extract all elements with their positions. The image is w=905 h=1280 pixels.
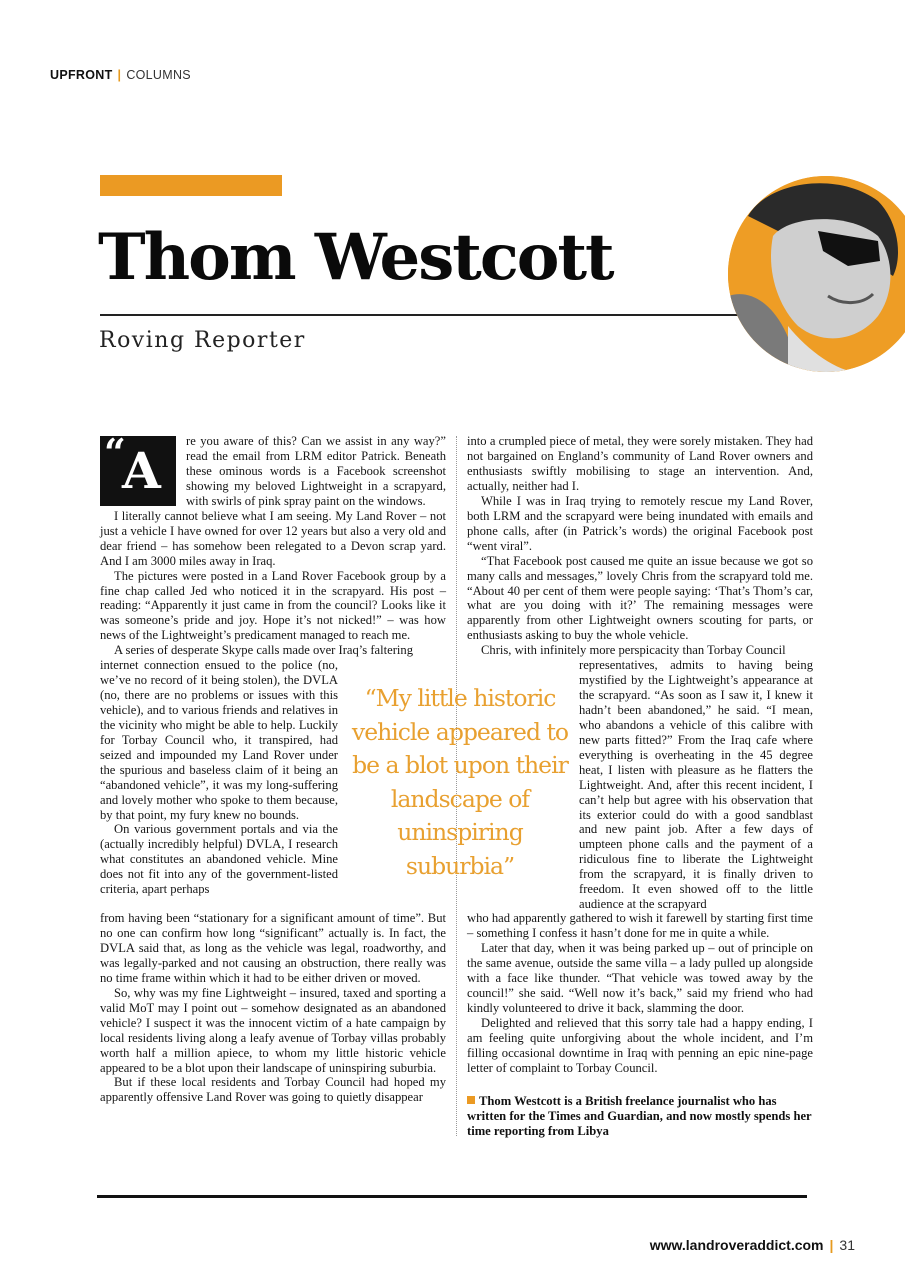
paragraph: internet connection ensued to the police (no, we’ve no record of it being stolen), the DVLA (no, there are no problems or issues with this vehicle), and to various friends and relatives in the vicinity who might be able to help. Luckily for Torbay Council who, it transpired, had seized and impounded my Land Rover under the spurious and baseless claim of it being an “abandoned vehicle”, it was my long-suffering and lovely mother who spoke to them because, by that point, my fury knew no bounds. [100,658,338,822]
article-column-right-top [467,434,813,658]
author-role: Roving Reporter [99,328,306,353]
portrait-photo-illustration [728,176,905,372]
paragraph: Chris, with infinitely more perspicacity than Torbay Council [481,643,786,658]
paragraph: Later that day, when it was being parked up – out of principle on the same avenue, outside the same villa – a lady pulled up alongside with a face like thunder. “That vehicle was towed away by the council!” she said. “Well now it’s back,” said my friend who had kindly volunteered to drive it back, slamming the door. [467,940,813,1015]
bio-text: Thom Westcott is a British freelance journalist who has written for the Times and Guardian, and now mostly spends her time reporting from Libya [467,1094,812,1138]
section-header [50,68,191,82]
paragraph: from having been “stationary for a significant amount of time”. But no one can confirm how long “significant” actually is. In fact, the DVLA said that, as long as the vehicle was legal, roadworthy, and was legally-parked and not causing an obstruction, there really was no time frame within which it had to be either driven or moved. [100,911,446,985]
header-separator: | [117,68,122,82]
pull-quote: “My little historic vehicle appeared to be a blot upon their landscape of uninspiring suburbia” [351,684,569,880]
subsection-label: COLUMNS [126,68,191,82]
paragraph: “That Facebook post caused me quite an issue because we got so many calls and messages,” lovely Chris from the scrapyard told me. “About 40 per cent of them were people saying: ‘That’s Thom’s car, what are you doing with it?’ The remaining messages were apparently from other Lightweight owners scouting for parts, or enthusiasts asking to buy the whole vehicle. [467,553,813,643]
accent-bar [100,175,282,196]
drop-cap [100,430,176,506]
article-column-right-bottom [467,911,813,1075]
author-portrait [728,176,905,372]
title-rule [100,314,800,316]
paragraph: who had apparently gathered to wish it farewell by starting first time – something I confess it hasn’t done for me in quite a while. [467,911,813,940]
paragraph: While I was in Iraq trying to remotely rescue my Land Rover, both LRM and the scrapyard were being inundated with emails and phone calls, after (in Patrick’s words) the original Facebook post “went viral”. [467,493,813,553]
page-number: 31 [839,1237,855,1253]
paragraph: So, why was my fine Lightweight – insured, taxed and sporting a valid MoT may I point out – somehow designated as an abandoned vehicle? I suspect it was the innocent victim of a hate campaign by local residents living along a leafy avenue of Torbay villas probably worth half a million apiece, to whom my little historic vehicle appeared to be a blot upon their landscape of uninspiring suburbia. [100,985,446,1075]
article-column-left-bottom [100,911,446,1105]
paragraph: But if these local residents and Torbay Council had hoped my apparently offensive Land Rover was going to quietly disappear [100,1075,446,1105]
drop-cap-letter: A [122,441,161,500]
paragraph: Delighted and relieved that this sorry tale had a happy ending, I am feeling quite unforgiving about the whole incident, and I’m filling occasional downtime in Iraq with penning an epic nine-page letter of complaint to Torbay Council. [467,1015,813,1075]
author-name: Thom Westcott [98,220,613,295]
paragraph: I literally cannot believe what I am seeing. My Land Rover – not just a vehicle I have owned for over 12 years but also a very old and dear friend – has somehow been relegated to a Devon scrap yard. And I am 3000 miles away in Iraq. [100,508,446,568]
article-column-right-mid [579,658,813,912]
website-link[interactable]: www.landroveraddict.com [649,1237,824,1253]
article-column-left-mid [100,658,338,897]
footer-rule [97,1195,807,1198]
section-label: UPFRONT [50,68,113,82]
article-column-left-top [100,430,446,658]
bio-square-icon [467,1096,475,1104]
footer-separator: | [829,1237,834,1253]
paragraph: representatives, admits to having being mystified by the Lightweight’s appearance at the scrapyard. “As soon as I saw it, I knew it hadn’t been abandoned,” he said. “I mean, who abandons a vehicle of this calibre with new parts fitted?” From the Iraq cafe where everything is overheating in the 45 degree heat, I listen with pleasure as he flatters the Lightweight. And, after this recent incident, I can’t help but agree with his observation that its exterior could do with a good sandblast and new paint job. After a few days of umpteen phone calls and the payment of a ridiculous fine to liberate the Lightweight from the scrapyard, it is finally driven to freedom. It even showed off to the little audience at the scrapyard [579,658,813,912]
paragraph: re you aware of this? Can we assist in any way?” read the email from LRM editor Patrick. Beneath these ominous words is a Facebook screenshot showing my beloved Lightweight in a scrapyard, with swirls of pink spray paint on the windows. [186,434,446,508]
paragraph: The pictures were posted in a Land Rover Facebook group by a fine chap called Jed who noticed it in the scrapyard. His post – reading: “Apparently it just came in from the council? Looks like it was someone’s pride and joy. Hope it’s not nicked!” – was how news of the Lightweight’s predicament managed to reach me. [100,568,446,643]
drop-cap-quote: “ [104,430,126,475]
page-footer [650,1237,855,1253]
paragraph: into a crumpled piece of metal, they were sorely mistaken. They had not bargained on England’s community of Land Rover owners and enthusiasts swiftly mobilising to stage an intervention. And, actually, neither had I. [467,434,813,493]
author-bio [467,1094,813,1139]
paragraph: On various government portals and via the (actually incredibly helpful) DVLA, I research what constitutes an abandoned vehicle. Mine does not fit into any of the government-listed criteria, apart perhaps [100,822,338,897]
paragraph: A series of desperate Skype calls made over Iraq’s faltering [114,643,413,658]
